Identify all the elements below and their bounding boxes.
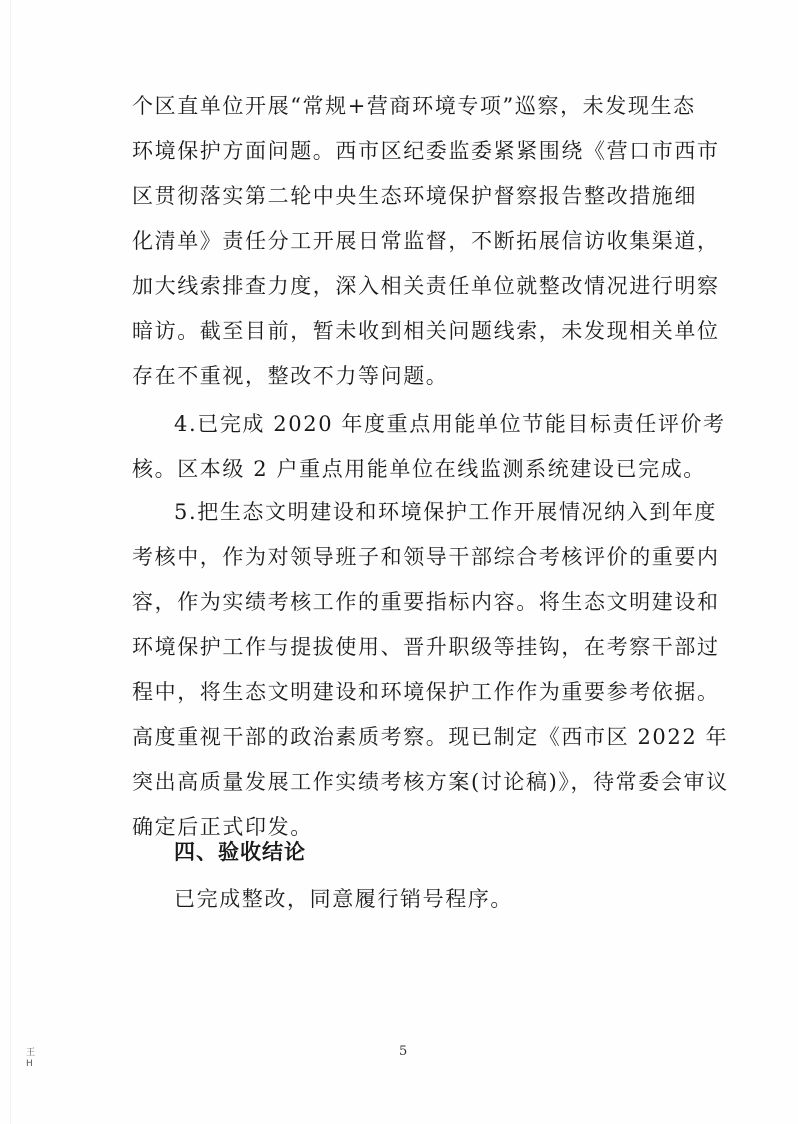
paragraph-item-5 <box>132 490 729 850</box>
text-line: 核。区本级 2 户重点用能单位在线监测系统建设已完成。 <box>132 457 706 481</box>
text-line: 4.已完成 2020 年度重点用能单位节能目标责任评价考 <box>174 412 726 436</box>
text-line: 高度重视干部的政治素质考察。现已制定《西市区 2022 年 <box>132 725 729 749</box>
text-line: 确定后正式印发。 <box>132 815 313 839</box>
text-line: 5.把生态文明建设和环境保护工作开展情况纳入到年度 <box>174 500 718 524</box>
text-line: 区贯彻落实第二轮中央生态环境保护督察报告整改措施细 <box>132 184 697 208</box>
text-line: 突出高质量发展工作实绩考核方案(讨论稿)》，待常委会审议 <box>132 770 729 794</box>
text-line: 容，作为实绩考核工作的重要指标内容。将生态文明建设和 <box>132 590 720 614</box>
scan-gutter-line <box>10 0 11 1124</box>
page-number: 5 <box>399 1044 408 1059</box>
paragraph-intro <box>132 84 720 399</box>
text-line: 个区直单位开展“常规+营商环境专项”巡察，未发现生态 <box>132 94 696 118</box>
text-line: 暗访。截至目前，暂未收到相关问题线索，未发现相关单位 <box>132 319 720 343</box>
text-line: 环境保护方面问题。西市区纪委监委紧紧围绕《营口市西市 <box>132 139 720 163</box>
text-line: 存在不重视，整改不力等问题。 <box>132 364 449 388</box>
margin-mark: 王H <box>26 1048 36 1069</box>
conclusion-text: 已完成整改，同意履行销号程序。 <box>174 887 513 911</box>
section-heading: 四、验收结论 <box>174 840 306 864</box>
text-line: 考核中，作为对领导班子和领导干部综合考核评价的重要内 <box>132 545 720 569</box>
paragraph-item-4 <box>132 402 726 492</box>
text-line: 程中，将生态文明建设和环境保护工作作为重要参考依据。 <box>132 680 720 704</box>
text-line: 环境保护工作与提拔使用、晋升职级等挂钩，在考察干部过 <box>132 635 720 659</box>
text-line: 化清单》责任分工开展日常监督，不断拓展信访收集渠道， <box>132 229 720 253</box>
text-line: 加大线索排查力度，深入相关责任单位就整改情况进行明察 <box>132 274 720 298</box>
